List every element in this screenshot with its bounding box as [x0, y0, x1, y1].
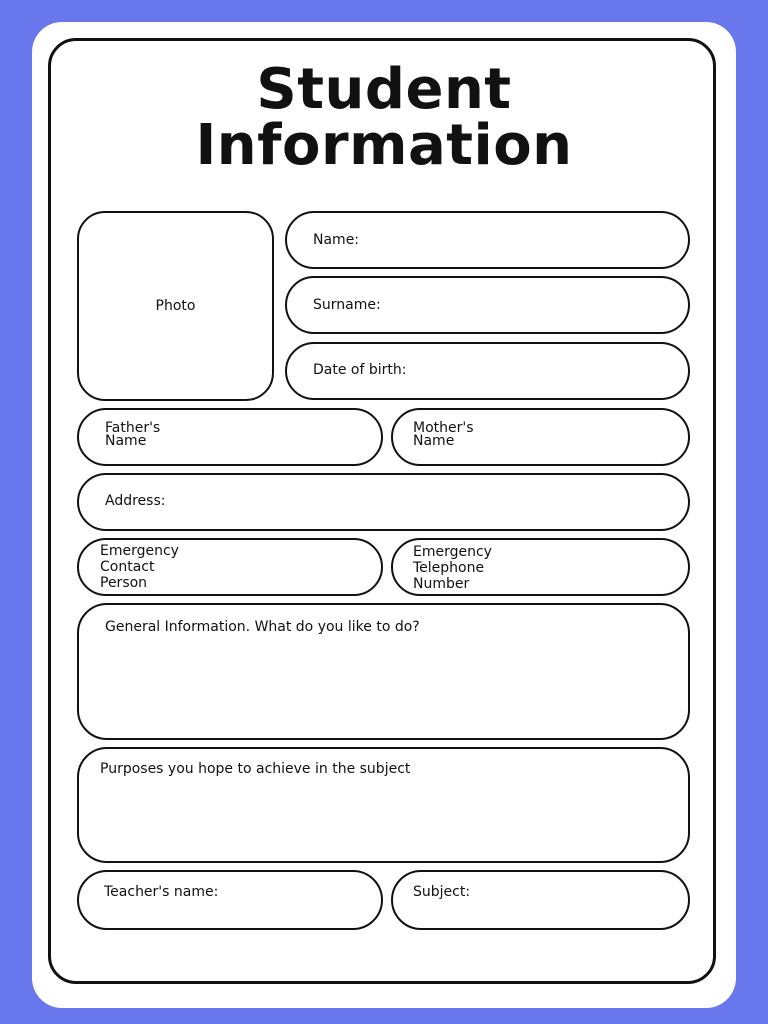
address-field[interactable]: [77, 473, 690, 531]
date-of-birth-field[interactable]: [285, 342, 690, 400]
fathers-name-field[interactable]: [77, 408, 383, 466]
address-label: Address:: [105, 493, 166, 509]
emergency-contact-field[interactable]: [77, 538, 383, 596]
title-line-2: Information: [195, 113, 573, 178]
subject-field[interactable]: [391, 870, 690, 930]
photo-label: Photo: [155, 298, 196, 314]
general-info-field[interactable]: [77, 603, 690, 740]
surname-field[interactable]: [285, 276, 690, 334]
teachers-name-label: Teacher's name:: [104, 884, 219, 900]
purposes-label: Purposes you hope to achieve in the subject: [100, 761, 411, 777]
emergency-phone-label: Emergency Telephone Number: [413, 544, 492, 592]
fathers-name-label: Father's Name: [105, 420, 161, 449]
title-line-1: Student: [256, 57, 512, 122]
name-field[interactable]: [285, 211, 690, 269]
page-title: [0, 57, 768, 178]
purposes-field[interactable]: [77, 747, 690, 863]
date-of-birth-label: Date of birth:: [313, 362, 407, 378]
name-label: Name:: [313, 232, 360, 248]
mothers-name-label: Mother's Name: [413, 420, 474, 449]
subject-label: Subject:: [413, 884, 471, 900]
teachers-name-field[interactable]: [77, 870, 383, 930]
emergency-phone-field[interactable]: [391, 538, 690, 596]
emergency-contact-label: Emergency Contact Person: [100, 543, 179, 591]
photo-box[interactable]: [77, 211, 274, 401]
general-info-label: General Information. What do you like to do?: [105, 619, 420, 635]
surname-label: Surname:: [313, 297, 381, 313]
mothers-name-field[interactable]: [391, 408, 690, 466]
